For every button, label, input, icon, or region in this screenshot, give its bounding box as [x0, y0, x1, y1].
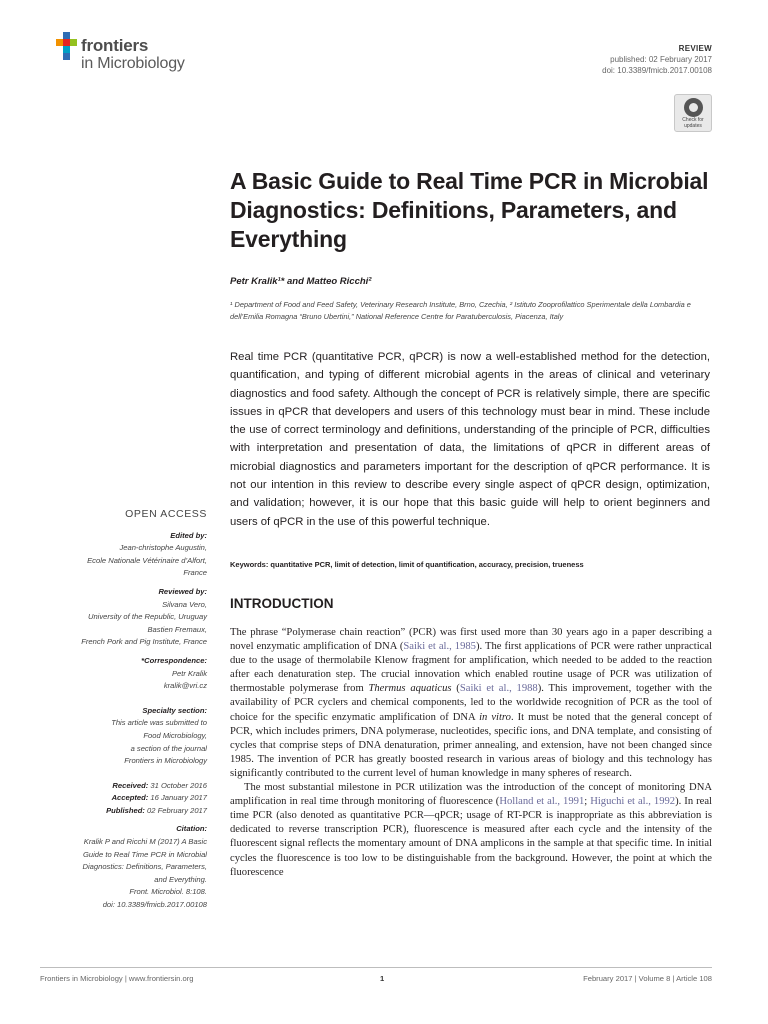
date-value: 31 October 2016 — [150, 780, 207, 790]
affiliations: ¹ Department of Food and Feed Safety, Veterinary Research Institute, Brno, Czechia, ² Istituto Zooprofilattico Sperimentale della Lombardia e dell’Emilia Romagna “Bruno Ubertini,” National Reference Centre for Paratuberculosis, Piacenza, Italy — [230, 300, 691, 321]
specialty-block — [40, 705, 207, 768]
accepted-date — [40, 792, 207, 805]
article-type: REVIEW — [678, 44, 712, 53]
date-value: 16 January 2017 — [150, 793, 207, 803]
article-doi[interactable]: doi: 10.3389/fmicb.2017.00108 — [602, 66, 712, 75]
sidebar-heading: Reviewed by: — [158, 586, 207, 596]
check-for-updates-button[interactable] — [674, 94, 712, 132]
editor-line: Ecole Nationale Vétérinaire d’Alfort, — [87, 555, 207, 565]
published-date-sidebar — [40, 805, 207, 818]
reviewer-line: Bastien Fremaux, — [147, 624, 207, 634]
open-access-label: OPEN ACCESS — [125, 508, 207, 520]
logo-journal-name: in Microbiology — [81, 55, 185, 72]
dates-block — [40, 780, 207, 818]
citation-link[interactable]: Holland et al., 1991 — [499, 796, 585, 808]
correspondence-email[interactable]: kralik@vri.cz — [163, 681, 207, 691]
body-text — [230, 626, 712, 880]
citation-doi[interactable]: doi: 10.3389/fmicb.2017.00108 — [102, 900, 207, 910]
reviewer-line: French Pork and Pig Institute, France — [81, 637, 207, 647]
date-label: Published: — [106, 805, 145, 815]
paragraph — [230, 781, 712, 880]
citation-link[interactable]: Saiki et al., 1988 — [459, 683, 538, 695]
text-run: ). This improvement, together with the availability of PCR cyclers and chemical components, led to the worldwide recognition of PCR as the tool of choice for the specific enzymatic amplification of DNA — [230, 683, 713, 723]
edited-by-block — [40, 530, 207, 580]
footer-divider — [40, 967, 712, 968]
correspondence-block — [40, 655, 207, 693]
editor-line: Jean-christophe Augustin, — [119, 543, 207, 553]
reviewer-line: Silvana Vero, — [162, 599, 207, 609]
specialty-line: a section of the journal — [130, 743, 207, 753]
received-date — [40, 780, 207, 793]
specialty-line: Frontiers in Microbiology — [124, 756, 207, 766]
journal-logo[interactable] — [56, 32, 226, 80]
sidebar-heading: *Correspondence: — [141, 655, 207, 665]
text-run: The phrase “Polymerase chain reaction” (PCR) was first used more than 30 years ago in a paper describing a novel enzymatic amplification of DNA ( — [230, 627, 712, 653]
page-number: 1 — [380, 974, 385, 983]
check-updates-icon — [684, 98, 703, 117]
paragraph — [230, 626, 712, 781]
text-run: ). The first applications of PCR were rather unpractical due to the usage of thermolabile Klenow fragment for amplification, which needed to be added to the reaction after each denaturation step. The crucial innovation which enabled routine usage of PCR was utilization of thermostable polymerase from — [230, 641, 712, 695]
citation-link[interactable]: Saiki et al., 1985 — [403, 641, 476, 653]
footer-journal-link[interactable]: Frontiers in Microbiology | www.frontiersin.org — [40, 974, 194, 983]
editor-line: France — [183, 568, 207, 578]
published-date: published: 02 February 2017 — [610, 55, 712, 64]
reviewed-by-block — [40, 586, 207, 649]
text-run: ( — [451, 683, 460, 695]
sidebar-heading: Citation: — [176, 824, 207, 834]
species-name: Thermus aquaticus — [368, 683, 452, 695]
sidebar-heading: Specialty section: — [142, 705, 207, 715]
citation-line: Front. Microbiol. 8:108. — [129, 887, 207, 897]
abstract: Real time PCR (quantitative PCR, qPCR) is now a well-established method for the detection, quantification, and typing of different microbial agents in the areas of clinical and veterinary diagnostics and food safety. Although the concept of PCR is relatively simple, there are specific issues in qPCR that developers and users of this technology must bear in mind. These include the use of correct terminology and definitions, understanding of the principle of PCR, difficulties with interpretation and presentation of data, the limitations of qPCR in different areas of microbial diagnostics and parameters important for the description of qPCR performance. It is not our intention in this review to describe every single aspect of qPCR design, optimization, and validation; however, it is our hope that this basic guide will help to orient beginners and users of qPCR in the use of this powerful technique. — [230, 351, 710, 528]
section-heading-introduction: INTRODUCTION — [230, 596, 334, 611]
citation-line: Kralik P and Ricchi M (2017) A Basic — [83, 837, 207, 847]
citation-line: Diagnostics: Definitions, Parameters, — [82, 862, 207, 872]
frontiers-logo-icon — [56, 32, 78, 62]
footer-issue-info: February 2017 | Volume 8 | Article 108 — [583, 974, 712, 983]
text-run: The most substantial milestone in PCR utilization was the introduction of the concept of monitoring DNA amplification in real time through monitoring of fluorescence ( — [230, 782, 712, 808]
keywords: Keywords: quantitative PCR, limit of detection, limit of quantification, accuracy, precision, trueness — [230, 560, 584, 569]
article-sidebar — [40, 508, 207, 918]
text-run: . It must be noted that the general concept of PCR, which includes primers, DNA polymerase, nucleotides, specific ions, and DNA template, and consisting of cycles that comprise steps of DNA denaturation, primer annealing, and extension, have not been changed since 1985. The invention of PCR has greatly boosted research in various areas of biology and this technology has significantly contributed to the current level of human knowledge in many spheres of research. — [230, 711, 712, 779]
italic-term: in vitro — [479, 711, 511, 723]
date-label: Received: — [112, 780, 149, 790]
text-run: ; — [584, 796, 591, 808]
author-list[interactable]: Petr Kralik¹* and Matteo Ricchi² — [230, 276, 372, 287]
specialty-line: This article was submitted to — [111, 718, 207, 728]
date-label: Accepted: — [111, 793, 149, 803]
specialty-line: Food Microbiology, — [143, 730, 207, 740]
correspondence-name: Petr Kralik — [171, 668, 207, 678]
article-title: A Basic Guide to Real Time PCR in Microbial Diagnostics: Definitions, Parameters, and Everything — [230, 168, 709, 252]
citation-line: Guide to Real Time PCR in Microbial — [82, 849, 207, 859]
citation-link[interactable]: Higuchi et al., 1992 — [590, 796, 676, 808]
text-run: ). In real time PCR (also denoted as quantitative PCR—qPCR; usage of RT-PCR is inappropriate as this abbreviation is dedicated to reverse transcription PCR), fluorescence is measured after each cycle and the intensity of the fluorescent signal reflects the momentary amount of DNA amplicons in the sample at that specific time. In initial cycles the fluorescence is too low to be distinguishable from the background. However, the point at which the fluorescence — [230, 796, 712, 878]
citation-block — [40, 823, 207, 911]
check-updates-label: Check for updates — [682, 117, 704, 129]
logo-wordmark: frontiers — [81, 36, 149, 55]
date-value: 02 February 2017 — [147, 805, 207, 815]
reviewer-line: University of the Republic, Uruguay — [87, 612, 207, 622]
sidebar-heading: Edited by: — [170, 530, 207, 540]
citation-line: and Everything. — [154, 874, 207, 884]
